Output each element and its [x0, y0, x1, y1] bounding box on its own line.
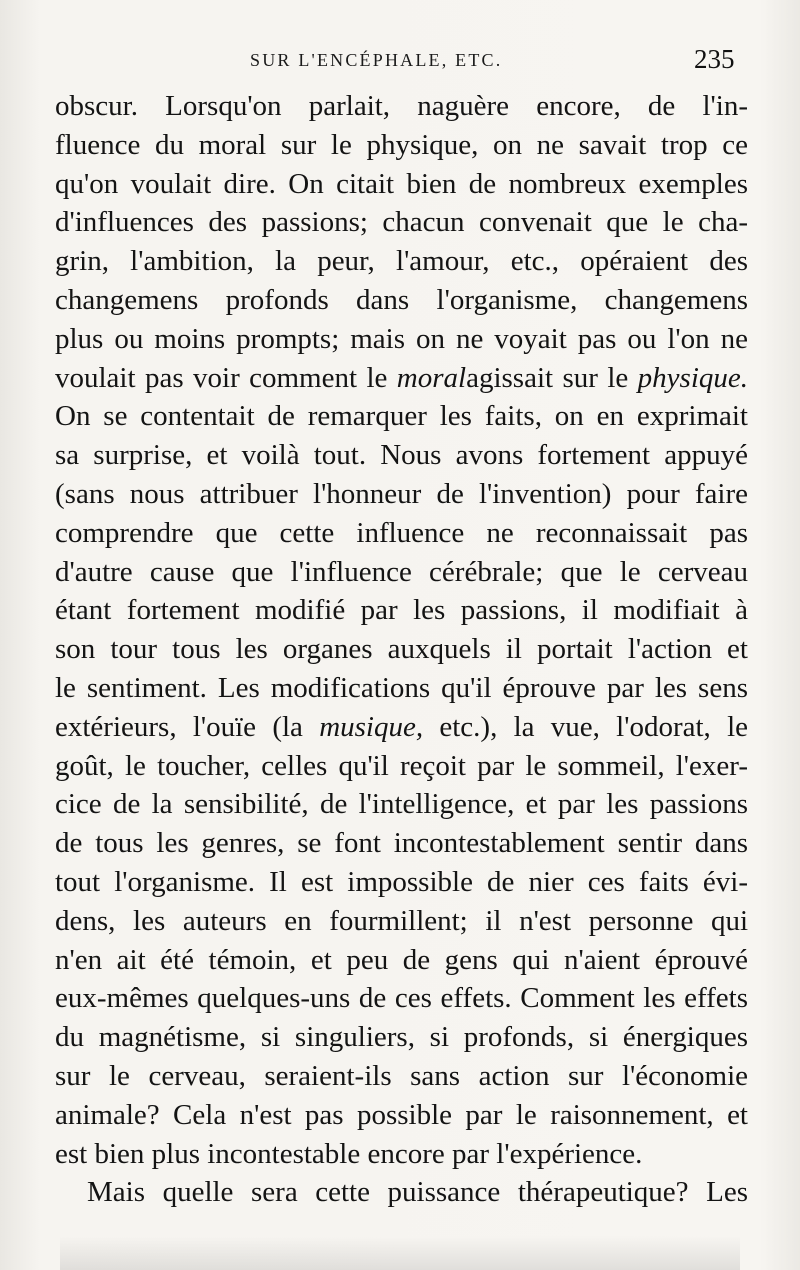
text-line	[55, 359, 748, 398]
text-line-paragraph-start: Mais quelle sera cette puissance thérapeutique? Les	[87, 1176, 748, 1209]
text-line: grin, l'ambition, la peur, l'amour, etc., opéraient des	[55, 245, 748, 278]
text-line: plus ou moins prompts; mais on ne voyait pas ou l'on ne	[55, 322, 748, 355]
running-title: SUR L'ENCÉPHALE, ETC.	[250, 50, 503, 70]
body-text	[55, 87, 748, 1212]
text-line: son tour tous les organes auxquels il portait l'action et	[55, 633, 748, 666]
text-segment: agissait sur le	[466, 361, 629, 394]
text-line: fluence du moral sur le physique, on ne savait trop ce	[55, 128, 748, 161]
text-line: goût, le toucher, celles qu'il reçoit par le sommeil, l'exer-	[55, 749, 748, 782]
italic-word-moral: moral	[396, 361, 467, 394]
text-line: n'en ait été témoin, et peu de gens qui n'aient éprouvé	[55, 943, 748, 976]
text-line: est bien plus incontestable encore par l'expérience.	[55, 1137, 643, 1170]
text-segment: voulait pas voir comment le	[55, 361, 388, 394]
running-head	[0, 44, 800, 78]
text-line: (sans nous attribuer l'honneur de l'invention) pour faire	[55, 477, 748, 510]
text-segment: etc.), la vue, l'odorat, le	[439, 710, 748, 743]
page-number: 235	[694, 44, 735, 74]
text-line	[55, 708, 748, 747]
text-line: d'autre cause que l'influence cérébrale; que le cerveau	[55, 555, 748, 588]
italic-word-musique: musique,	[319, 710, 424, 743]
text-line: sa surprise, et voilà tout. Nous avons fortement appuyé	[55, 439, 748, 472]
text-line: de tous les genres, se font incontestablement sentir dans	[55, 827, 748, 860]
italic-word-physique: physique.	[637, 361, 748, 394]
text-line: d'influences des passions; chacun convenait que le cha-	[55, 206, 748, 239]
text-line: cice de la sensibilité, de l'intelligence, et par les passions	[55, 788, 748, 821]
text-line: comprendre que cette influence ne reconnaissait pas	[55, 516, 748, 549]
text-line: On se contentait de remarquer les faits, on en exprimait	[55, 400, 748, 433]
text-line: sur le cerveau, seraient-ils sans action sur l'économie	[55, 1059, 748, 1092]
text-segment: extérieurs, l'ouïe (la	[55, 710, 303, 743]
text-line: dens, les auteurs en fourmillent; il n'est personne qui	[55, 904, 748, 937]
bleed-through-shadow	[60, 1236, 740, 1270]
text-line: le sentiment. Les modifications qu'il éprouve par les sens	[55, 671, 748, 704]
text-line: qu'on voulait dire. On citait bien de nombreux exemples	[55, 167, 748, 200]
text-line: obscur. Lorsqu'on parlait, naguère encore, de l'in-	[55, 90, 748, 122]
text-line: du magnétisme, si singuliers, si profonds, si énergiques	[55, 1021, 748, 1054]
text-line: tout l'organisme. Il est impossible de nier ces faits évi-	[55, 865, 748, 898]
text-line: animale? Cela n'est pas possible par le raisonnement, et	[55, 1098, 748, 1131]
text-line: changemens profonds dans l'organisme, changemens	[55, 283, 748, 316]
text-line: eux-mêmes quelques-uns de ces effets. Comment les effets	[55, 982, 748, 1015]
text-line: étant fortement modifié par les passions, il modifiait à	[55, 594, 748, 627]
